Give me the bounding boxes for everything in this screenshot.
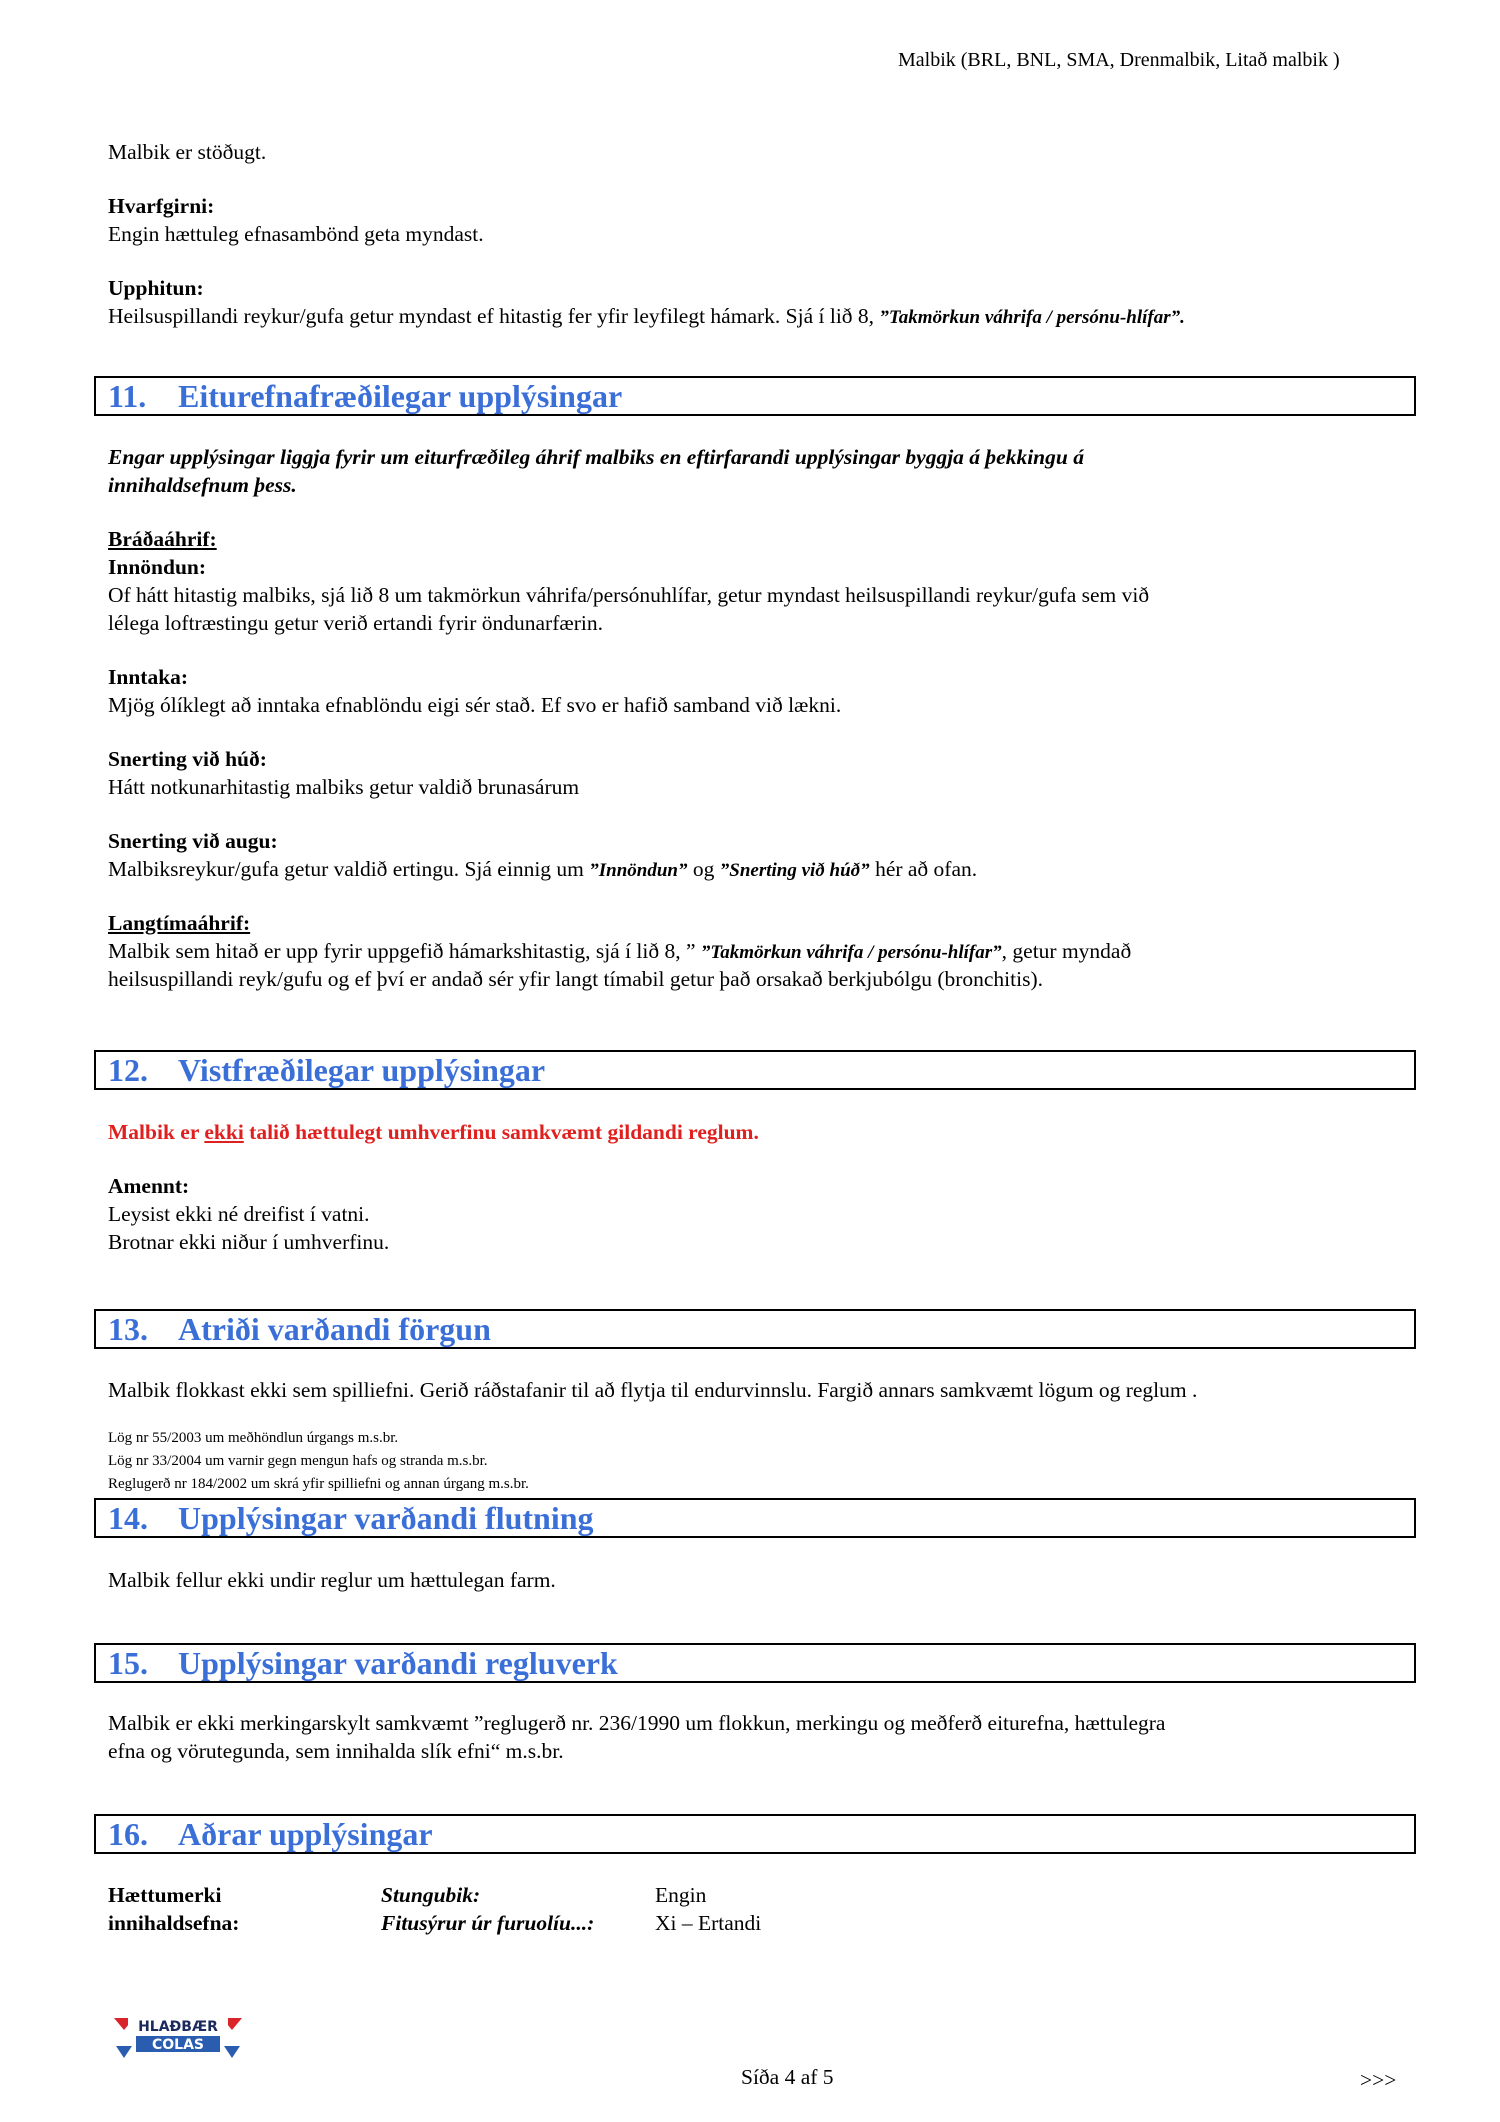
heating-label: Upphitun: bbox=[108, 276, 204, 300]
section-14-title: Upplýsingar varðandi flutning bbox=[178, 1500, 594, 1536]
general-line2: Brotnar ekki niður í umhverfinu. bbox=[108, 1230, 390, 1254]
hladbaer-colas-logo bbox=[114, 2016, 242, 2064]
environment-warning-not: ekki bbox=[204, 1120, 244, 1144]
section-11-title: Eiturefnafræðilegar upplýsingar bbox=[178, 378, 623, 414]
stability-text: Malbik er stöðugt. bbox=[108, 140, 267, 164]
logo-text-line1: HLAÐBÆR bbox=[138, 2019, 218, 2035]
section-13-title: Atriði varðandi förgun bbox=[178, 1311, 491, 1347]
skin-contact-label: Snerting við húð: bbox=[108, 747, 267, 771]
section-11-number: 11. bbox=[108, 378, 147, 414]
general-line1: Leysist ekki né dreifist í vatni. bbox=[108, 1202, 370, 1226]
eye-contact-ref-skin: ”Snerting við húð” bbox=[719, 860, 870, 881]
heating-text-main: Heilsuspillandi reykur/gufa getur myndast ef hitastig fer yfir leyfilegt hámark. Sjá í lið 8, bbox=[108, 304, 880, 328]
skin-contact-text: Hátt notkunarhitastig malbiks getur valdið brunasárum bbox=[108, 775, 580, 799]
eye-contact-text-c: hér að ofan. bbox=[869, 857, 978, 881]
law-reference-2: Lög nr 33/2004 um varnir gegn mengun hafs og stranda m.s.br. bbox=[108, 1453, 488, 1469]
ingestion-label: Inntaka: bbox=[108, 665, 189, 689]
heating-text bbox=[108, 302, 1185, 332]
section-16-number: 16. bbox=[108, 1816, 148, 1852]
chronic-effects-label: Langtímaáhrif: bbox=[108, 911, 251, 935]
section-13-heading bbox=[94, 1309, 1416, 1349]
inhalation-text-line2: lélega loftræstingu getur verið ertandi fyrir öndunarfærin. bbox=[108, 611, 603, 635]
section-13-number: 13. bbox=[108, 1311, 148, 1347]
chronic-line1-reference: ”Takmörkun váhrifa / persónu-hlífar” bbox=[700, 942, 1002, 963]
chronic-effects-line2: heilsuspillandi reyk/gufu og ef því er andað sér yfir langt tímabil getur það orsakað berkjubólgu (bronchitis). bbox=[108, 967, 1044, 991]
environment-warning-b: talið hættulegt umhverfinu samkvæmt gildandi reglum. bbox=[243, 1120, 759, 1144]
logo-graphic bbox=[114, 2016, 242, 2064]
section-11-heading bbox=[94, 376, 1416, 416]
logo-text-line2: COLAS bbox=[151, 2037, 205, 2053]
regulation-line1: Malbik er ekki merkingarskylt samkvæmt ”reglugerð nr. 236/1990 um flokkun, merkingu og meðferð eiturefna, hættulegra bbox=[108, 1711, 1166, 1735]
chronic-line1-b: , getur myndað bbox=[1001, 939, 1132, 963]
section-12-title: Vistfræðilegar upplýsingar bbox=[178, 1052, 546, 1088]
law-reference-1: Lög nr 55/2003 um meðhöndlun úrgangs m.s.br. bbox=[108, 1430, 399, 1446]
section-15-title: Upplýsingar varðandi regluverk bbox=[178, 1645, 618, 1681]
chronic-line1-a: Malbik sem hitað er upp fyrir uppgefið hámarkshitastig, sjá í lið 8, ” bbox=[108, 939, 701, 963]
hazard-label-line1: Hættumerki bbox=[108, 1883, 222, 1907]
environment-warning bbox=[108, 1118, 759, 1146]
document-header-title: Malbik (BRL, BNL, SMA, Drenmalbik, Litað malbik ) bbox=[898, 49, 1340, 71]
inhalation-text-line1: Of hátt hitastig malbiks, sjá lið 8 um takmörkun váhrifa/persónuhlífar, getur myndast heilsuspillandi reykur/gufa sem við bbox=[108, 583, 1150, 607]
ingredient-hazard: Xi – Ertandi bbox=[655, 1911, 762, 1935]
section-11-intro-line2: innihaldsefnum þess. bbox=[108, 473, 297, 497]
section-11-intro-line1: Engar upplýsingar liggja fyrir um eiturfræðileg áhrif malbiks en eftirfarandi upplýsingar byggja á þekkingu á bbox=[108, 445, 1084, 469]
section-15-heading bbox=[94, 1643, 1416, 1683]
ingredient-hazard: Engin bbox=[655, 1883, 707, 1907]
general-label: Amennt: bbox=[108, 1174, 190, 1198]
section-12-number: 12. bbox=[108, 1052, 148, 1088]
reactivity-label: Hvarfgirni: bbox=[108, 194, 215, 218]
section-16-heading bbox=[94, 1814, 1416, 1854]
heating-text-reference: ”Takmörkun váhrifa / persónu-hlífar”. bbox=[879, 307, 1185, 328]
eye-contact-text-b: og bbox=[687, 857, 720, 881]
regulation-line2: efna og vörutegunda, sem innihalda slík efni“ m.s.br. bbox=[108, 1739, 564, 1763]
section-16-title: Aðrar upplýsingar bbox=[178, 1816, 433, 1852]
disposal-text: Malbik flokkast ekki sem spilliefni. Gerið ráðstafanir til að flytja til endurvinnslu. Fargið annars samkvæmt lögum og reglum . bbox=[108, 1378, 1198, 1402]
page-number: Síða 4 af 5 bbox=[741, 2065, 834, 2089]
inhalation-label: Innöndun: bbox=[108, 555, 207, 579]
eye-contact-text bbox=[108, 855, 977, 885]
next-page-indicator: >>> bbox=[1360, 2068, 1397, 2092]
section-14-heading bbox=[94, 1498, 1416, 1538]
acute-effects-label: Bráðaáhrif: bbox=[108, 527, 217, 551]
ingredient-name: Stungubik: bbox=[381, 1883, 481, 1907]
section-12-heading bbox=[94, 1050, 1416, 1090]
chronic-effects-line1 bbox=[108, 937, 1131, 967]
ingestion-text: Mjög ólíklegt að inntaka efnablöndu eigi sér stað. Ef svo er hafið samband við lækni. bbox=[108, 693, 842, 717]
eye-contact-text-a: Malbiksreykur/gufa getur valdið ertingu. Sjá einnig um bbox=[108, 857, 590, 881]
eye-contact-ref-inhalation: ”Innöndun” bbox=[589, 860, 688, 881]
section-15-number: 15. bbox=[108, 1645, 148, 1681]
eye-contact-label: Snerting við augu: bbox=[108, 829, 278, 853]
hazard-label-line2: innihaldsefna: bbox=[108, 1911, 240, 1935]
environment-warning-a: Malbik er bbox=[108, 1120, 205, 1144]
law-reference-3: Reglugerð nr 184/2002 um skrá yfir spilliefni og annan úrgang m.s.br. bbox=[108, 1476, 529, 1492]
section-14-number: 14. bbox=[108, 1500, 148, 1536]
reactivity-text: Engin hættuleg efnasambönd geta myndast. bbox=[108, 222, 484, 246]
transport-text: Malbik fellur ekki undir reglur um hættulegan farm. bbox=[108, 1568, 556, 1592]
ingredient-name: Fitusýrur úr furuolíu...: bbox=[381, 1911, 595, 1935]
